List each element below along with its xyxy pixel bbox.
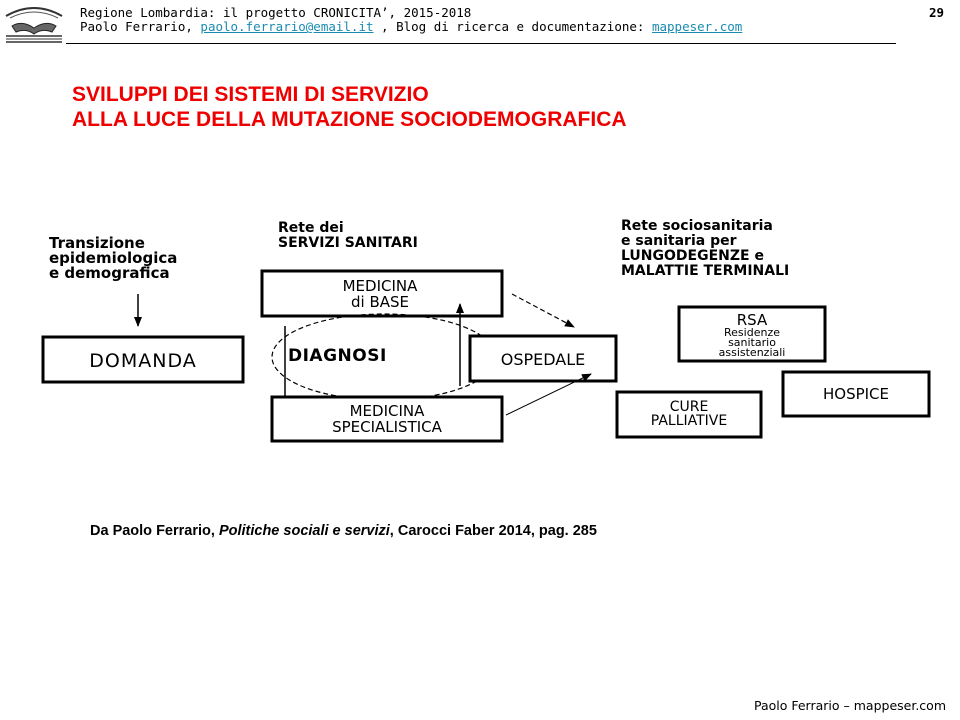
citation-suffix: , Carocci Faber 2014, pag. 285 bbox=[389, 523, 597, 539]
sanitari-label-line: Rete dei bbox=[278, 220, 344, 236]
sociosanitaria-label-line: e sanitaria per bbox=[621, 233, 737, 249]
medicina-base-label: di BASE bbox=[350, 293, 410, 311]
sociosanitaria-label-line: Rete sociosanitaria bbox=[621, 218, 773, 234]
rsa-sub-label: Residenze bbox=[724, 326, 780, 339]
transition-label bbox=[49, 234, 177, 282]
medicina-specialistica-box bbox=[272, 397, 502, 441]
transition-label-line: e demografica bbox=[49, 264, 170, 282]
diagnosi-label: DIAGNOSI bbox=[288, 346, 387, 366]
sanitari-label-line: SERVIZI SANITARI bbox=[278, 235, 418, 251]
citation-prefix: Da Paolo Ferrario, bbox=[90, 523, 219, 539]
hospice-box bbox=[783, 372, 929, 416]
rsa-label: RSA bbox=[736, 311, 768, 329]
medicina-specialistica-label: MEDICINA bbox=[349, 402, 425, 420]
medicina-base-box bbox=[262, 271, 502, 316]
domanda-label: DOMANDA bbox=[89, 350, 197, 372]
transition-label-line: Transizione bbox=[49, 234, 145, 252]
header-author: Paolo Ferrario, bbox=[80, 19, 201, 34]
email-link[interactable]: paolo.ferrario@email.it bbox=[200, 19, 374, 34]
blog-link[interactable]: mappeser.com bbox=[651, 19, 743, 34]
medicina-specialistica-label: SPECIALISTICA bbox=[332, 418, 442, 436]
rsa-sub-label: assistenziali bbox=[718, 346, 786, 359]
cure-palliative-label: PALLIATIVE bbox=[650, 413, 728, 429]
header-blog-label: , Blog di ricerca e documentazione: bbox=[373, 19, 652, 34]
transition-label-line: epidemiologica bbox=[49, 249, 178, 267]
sociosanitaria-label-line: LUNGODEGENZE e bbox=[621, 248, 764, 264]
medicina-base-label: MEDICINA bbox=[342, 277, 418, 295]
hospice-label: HOSPICE bbox=[822, 385, 890, 403]
title-line-2: ALLA LUCE DELLA MUTAZIONE SOCIODEMOGRAFICA bbox=[72, 108, 627, 131]
rsa-sub-label: sanitario bbox=[728, 336, 776, 349]
cure-palliative-label: CURE bbox=[669, 399, 709, 415]
citation-book-title: Politiche sociali e servizi bbox=[218, 523, 390, 539]
footer-credit: Paolo Ferrario – mappeser.com bbox=[753, 698, 946, 713]
sociosanitaria-label-line: MALATTIE TERMINALI bbox=[621, 263, 790, 279]
sociosanitaria-label bbox=[621, 218, 789, 279]
title-line-1: SVILUPPI DEI SISTEMI DI SERVIZIO bbox=[72, 83, 429, 106]
citation bbox=[90, 523, 597, 539]
cure-palliative-box bbox=[617, 392, 761, 437]
arrow-base-to-ospedale bbox=[512, 294, 574, 327]
domanda-box bbox=[43, 337, 243, 382]
header-subtitle: Regione Lombardia: il progetto CRONICITA’, 2015-2018 bbox=[80, 5, 472, 20]
rsa-box bbox=[679, 307, 825, 361]
ospedale-box bbox=[470, 336, 616, 381]
sanitari-label bbox=[278, 220, 418, 251]
ospedale-label: OSPEDALE bbox=[500, 350, 586, 369]
page-number: 29 bbox=[928, 5, 944, 20]
